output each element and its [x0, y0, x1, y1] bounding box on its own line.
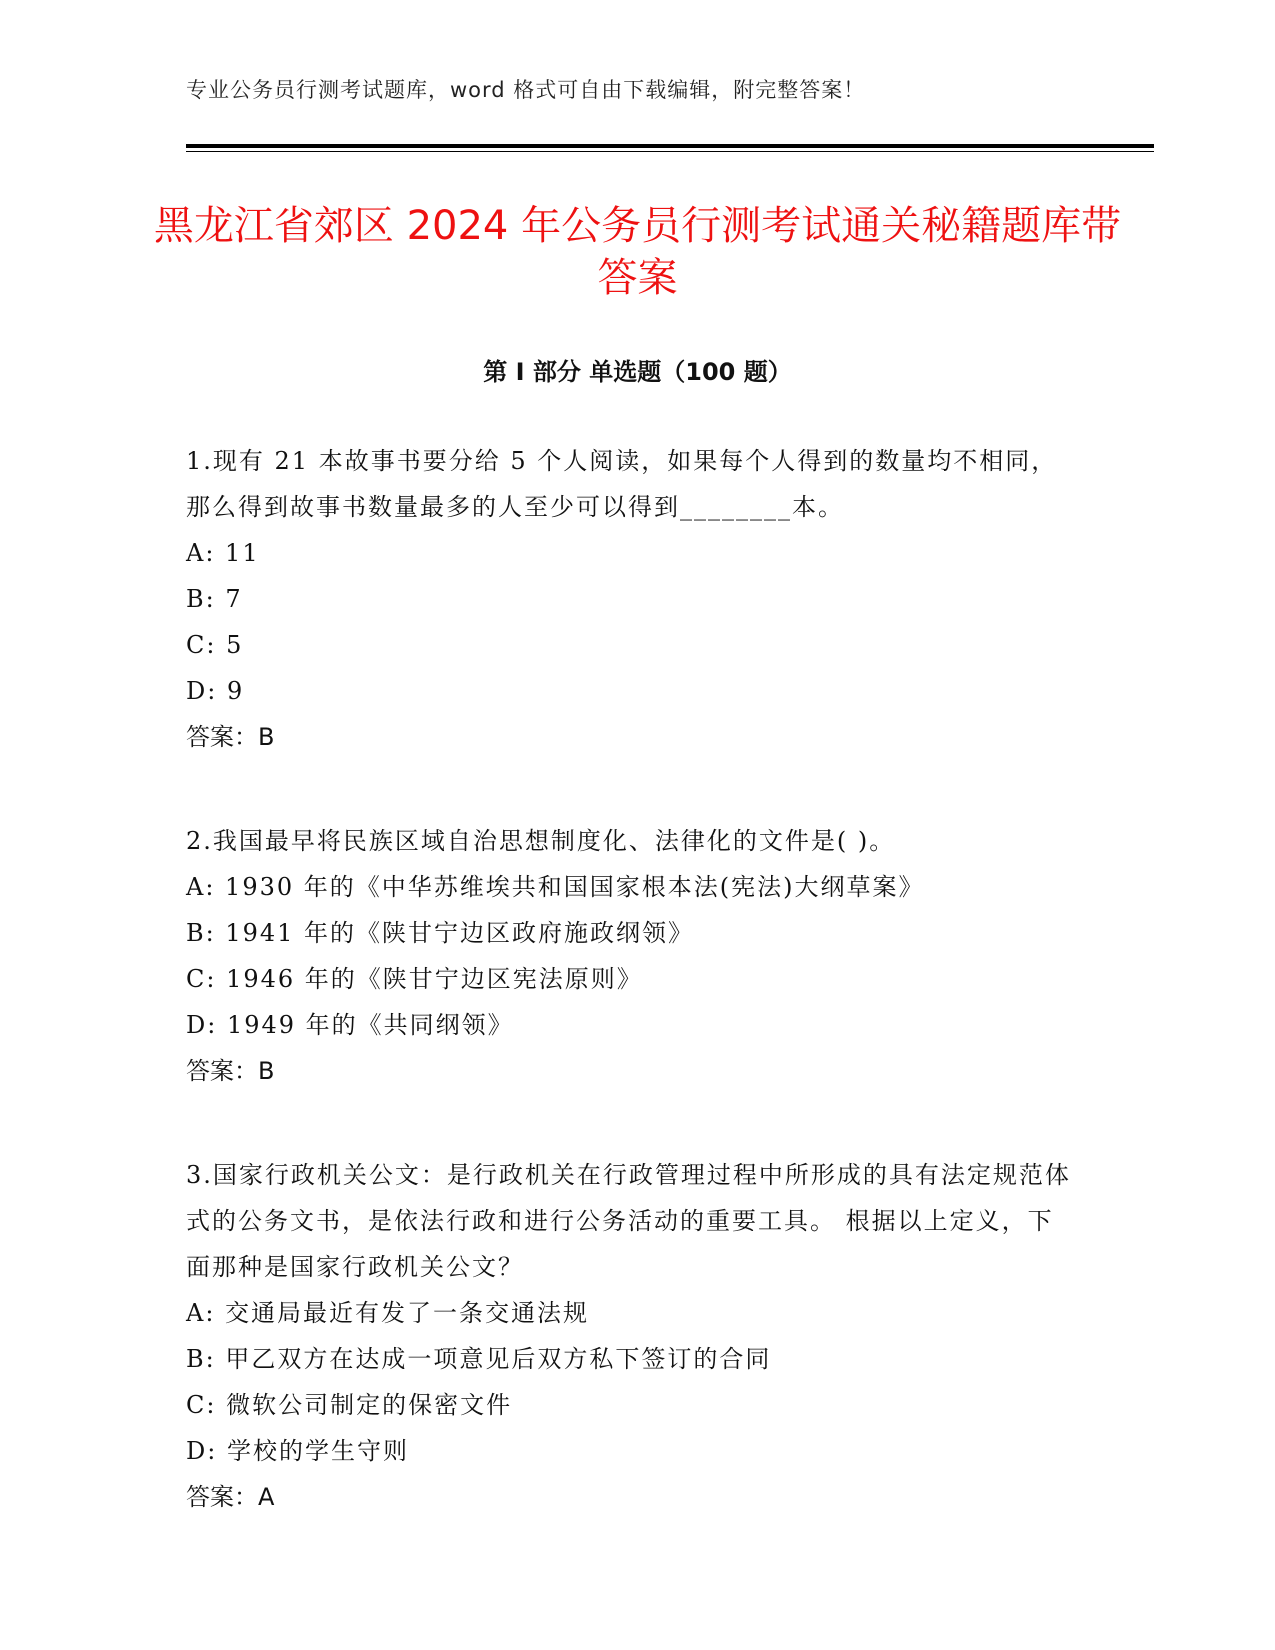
section-heading: 第 I 部分 单选题（100 题） — [483, 358, 792, 386]
option-d: D: 1949 年的《共同纲领》 — [186, 1011, 514, 1039]
question-2 — [186, 818, 1076, 1094]
question-3 — [186, 1152, 1076, 1520]
answer-line: 答案：B — [186, 1057, 275, 1085]
header-note: 专业公务员行测考试题库，word 格式可自由下载编辑，附完整答案！ — [186, 78, 866, 102]
option-d: D: 学校的学生守则 — [186, 1437, 409, 1465]
option-c: C: 5 — [186, 631, 244, 659]
option-a: A: 交通局最近有发了一条交通法规 — [186, 1299, 590, 1327]
option-b: B: 甲乙双方在达成一项意见后双方私下签订的合同 — [186, 1345, 772, 1373]
option-c: C: 微软公司制定的保密文件 — [186, 1391, 513, 1419]
document-title: 黑龙江省郊区 2024 年公务员行测考试通关秘籍题库带答案 — [153, 203, 1122, 301]
option-d: D: 9 — [186, 677, 245, 705]
option-a: A: 11 — [186, 539, 260, 567]
header-rule-thin — [186, 151, 1154, 152]
option-b: B: 7 — [186, 585, 243, 613]
question-stem: 2.我国最早将民族区域自治思想制度化、法律化的文件是( )。 — [186, 827, 896, 855]
question-1 — [186, 438, 1076, 760]
header-rule-thick — [186, 144, 1154, 148]
answer-line: 答案：B — [186, 723, 275, 751]
question-stem: 1.现有 21 本故事书要分给 5 个人阅读，如果每个人得到的数量均不相同，那么得到故事书数量最多的人至少可以得到________本。 — [186, 447, 1058, 521]
question-stem: 3.国家行政机关公文：是行政机关在行政管理过程中所形成的具有法定规范体式的公务文书，是依法行政和进行公务活动的重要工具。 根据以上定义，下面那种是国家行政机关公文？ — [186, 1161, 1071, 1281]
option-a: A: 1930 年的《中华苏维埃共和国国家根本法(宪法)大纲草案》 — [186, 873, 925, 901]
option-c: C: 1946 年的《陕甘宁边区宪法原则》 — [186, 965, 643, 993]
answer-line: 答案：A — [186, 1483, 275, 1511]
question-list — [186, 438, 1076, 1578]
option-b: B: 1941 年的《陕甘宁边区政府施政纲领》 — [186, 919, 695, 947]
